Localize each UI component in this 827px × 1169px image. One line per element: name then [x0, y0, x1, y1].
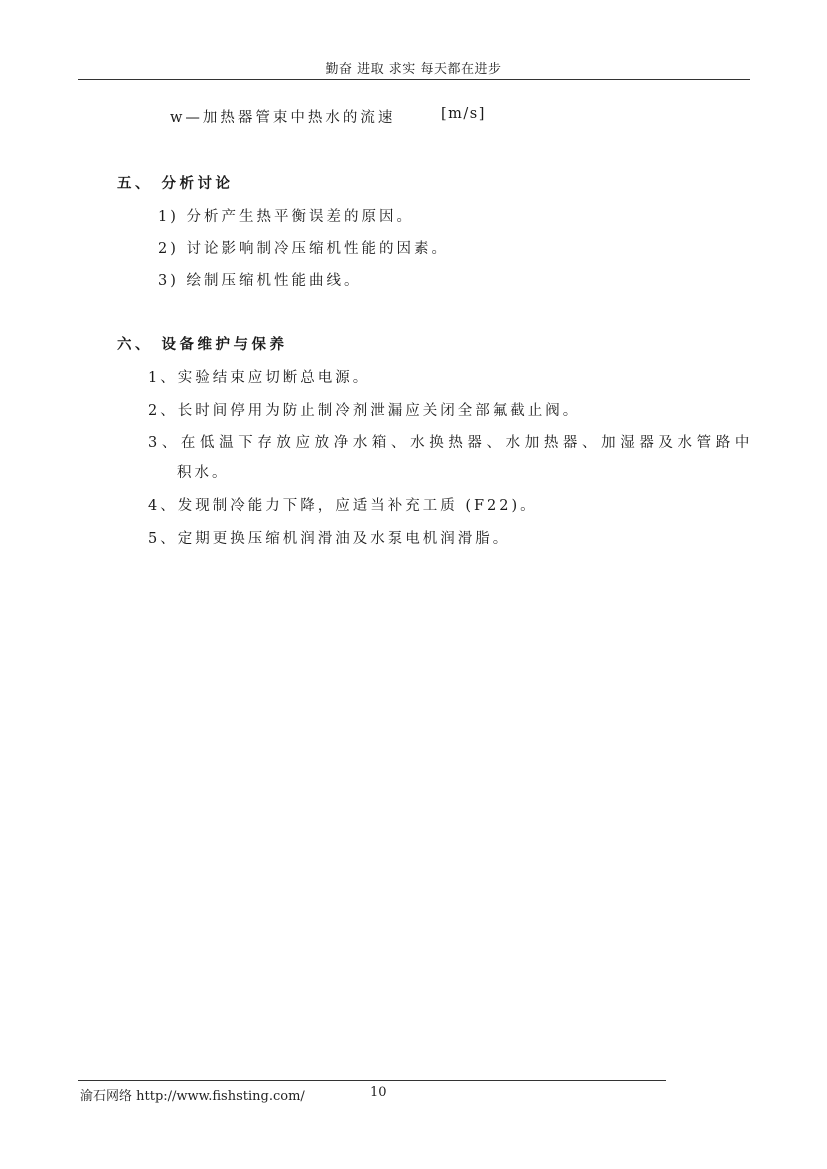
formula-description: w—加热器管束中热水的流速 — [170, 110, 396, 126]
footer-source: 渝石网络 http://www.fishsting.com/ — [80, 1089, 305, 1104]
section-5-item-2: 2) 讨论影响制冷压缩机性能的因素。 — [158, 241, 449, 257]
section-5-item-3: 3) 绘制压缩机性能曲线。 — [158, 273, 362, 289]
section-5-item-1: 1) 分析产生热平衡误差的原因。 — [158, 209, 414, 225]
footer-rule — [78, 1080, 666, 1081]
page-header: 勤奋 进取 求实 每天都在进步 — [325, 62, 502, 77]
section-6-item-3-continuation: 积水。 — [177, 465, 230, 481]
section-6-item-5: 5、定期更换压缩机润滑油及水泵电机润滑脂。 — [148, 531, 511, 547]
header-rule — [78, 79, 750, 80]
section-6-item-4: 4、发现制冷能力下降，应适当补充工质 (F22)。 — [148, 498, 538, 514]
section-6-item-2: 2、长时间停用为防止制冷剂泄漏应关闭全部氟截止阀。 — [148, 403, 581, 419]
section-5-title: 五、 分析讨论 — [117, 175, 234, 192]
section-6-item-3: 3、在低温下存放应放净水箱、水换热器、水加热器、加湿器及水管路中 — [148, 435, 754, 451]
section-6-title: 六、 设备维护与保养 — [117, 336, 288, 353]
formula-unit: [m/s] — [441, 106, 486, 122]
page-number: 10 — [370, 1085, 387, 1100]
section-6-item-1: 1、实验结束应切断总电源。 — [148, 370, 371, 386]
